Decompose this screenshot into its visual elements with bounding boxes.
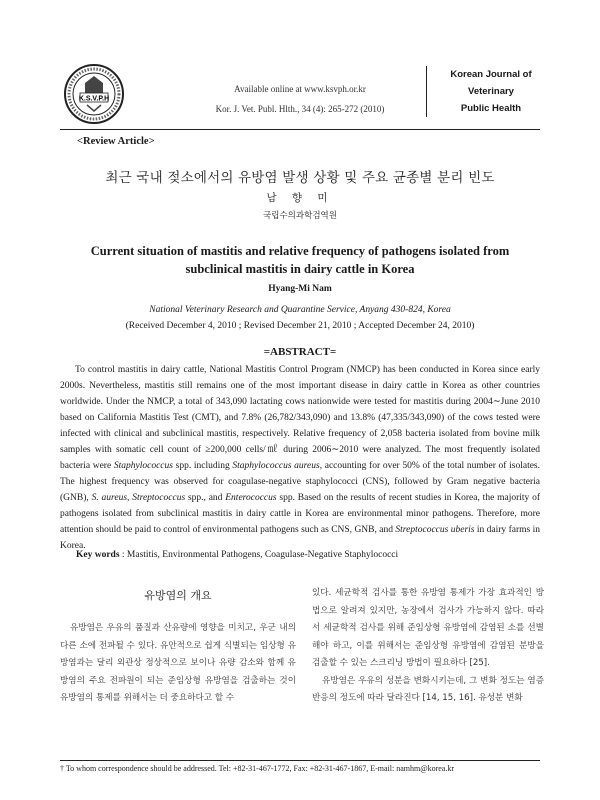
title-korean: 최근 국내 젖소에서의 유방염 발생 상황 및 주요 균종별 분리 빈도 — [105, 170, 495, 186]
institution-korean: 국립수의과학검역원 — [263, 211, 337, 221]
journal-name-line: Veterinary — [468, 86, 514, 97]
logo-text: K.S.V.P.H — [78, 95, 110, 103]
footnote-rule — [60, 760, 540, 761]
left-column-text: 유방염은 우유의 품질과 산유량에 영향을 미치고, 우군 내의 다른 소에 전파될 수 있다. 유안적으로 쉽게 식별되는 임상형 유방염과는 달리 외관상 정상적으로 보이나 유량 감소와 함께 유방염의 주요 전파원이 되는 준임상형 유방염을 검출하는 것이 유방염의 통제를 위해서는 더 중요하다고 할 수 — [60, 623, 296, 703]
right-column-text: 있다. 세균학적 검사를 통한 유방염 통제가 가장 효과적인 방법으로 알려져 있지만, 농장에서 검사가 가능하지 않다. 따라서 세균학적 검사를 위해 준임상형 유방염에 감염된 소를 선별해야 하고, 이를 위해서는 준임상형 유방염에 감염된 분방을 검출할 수 있는 스크리닝 방법이 필요하다 [25]. 유방염은 우유의 성분을 변화시키는데, 그 변화 정도는 염증반응의 정도에 따라 달라진다 [14, 15, 16]. 유성분 변화 — [312, 588, 544, 703]
affiliation-english: National Veterinary Research and Quarantine Service, Anyang 430-824, Korea — [149, 305, 451, 315]
footnote: † To whom correspondence should be addressed. Tel: +82-31-467-1772, Fax: +82-31-467-1867, E-mail: namhm@korea.kr — [60, 764, 455, 773]
online-notice: Available online at www.ksvph.or.kr — [234, 84, 366, 94]
author-english: Hyang-Mi Nam — [268, 284, 332, 294]
journal-name-box — [426, 66, 545, 117]
header-rule — [60, 129, 540, 130]
keywords — [76, 550, 540, 560]
journal-name-line: Public Health — [460, 103, 522, 114]
author-korean: 남 향 미 — [266, 192, 334, 204]
title-english: Current situation of mastitis and relative frequency of pathogens isolated from subclinical mastitis in dairy cattle in Korea — [90, 244, 510, 276]
section-heading: 유방염의 개요 — [144, 589, 212, 602]
journal-name-line: Korean Journal of — [450, 69, 532, 80]
received-dates: (Received December 4, 2010 ; Revised December 21, 2010 ; Accepted December 24, 2010) — [125, 321, 475, 331]
society-logo — [63, 63, 125, 125]
abstract-heading: =ABSTRACT= — [263, 346, 337, 358]
abstract-body: To control mastitis in dairy cattle, National Mastitis Control Program (NMCP) has been conducted in Korea since early 2000s. Nevertheless, mastitis still remains one of the most important disease in dairy cattle in Korea as other countries worldwide. Under the NMCP, a total of 343,090 lactating cows nationwide were tested for mastitis during 2004∼June 2010 based on California Mastitis Test (CMT), and 7.8% (26,782/343,090) and 13.8% (47,335/343,090) of the cows tested were infected with clinical and subclinical mastitis, respectively. Relative frequency of 2,058 bacteria isolated from bovine milk samples with somatic cell count of ≥200,000 cells/㎖ during 2006∼2010 were analyzed. The most frequently isolated bacteria were Staphylococcus spp. including Staphylococcus aureus, accounting for over 50% of the total number of isolates. The highest frequency was observed for coagulase-negative staphylococci (CNS), followed by Gram negative bacteria (GNB), S. aureus, Streptococcus spp., and Enterococcus spp. Based on the results of recent studies in Korea, the majority of pathogens isolated from subclinical mastitis in dairy cattle in Korea are environmental minor pathogens. Therefore, more attention should be paid to control of environmental pathogens such as CNS, GNB, and Streptococcus uberis in dairy farms in Korea. — [60, 365, 541, 551]
journal-citation: Kor. J. Vet. Publ. Hlth., 34 (4): 265-272 (2010) — [215, 104, 385, 114]
footnote-symbol: † — [60, 764, 64, 773]
keywords-label: Key words — [76, 550, 120, 560]
keywords-list: : Mastitis, Environmental Pathogens, Coagulase-Negative Staphylococci — [119, 550, 399, 560]
article-type: <Review Article> — [77, 136, 155, 147]
